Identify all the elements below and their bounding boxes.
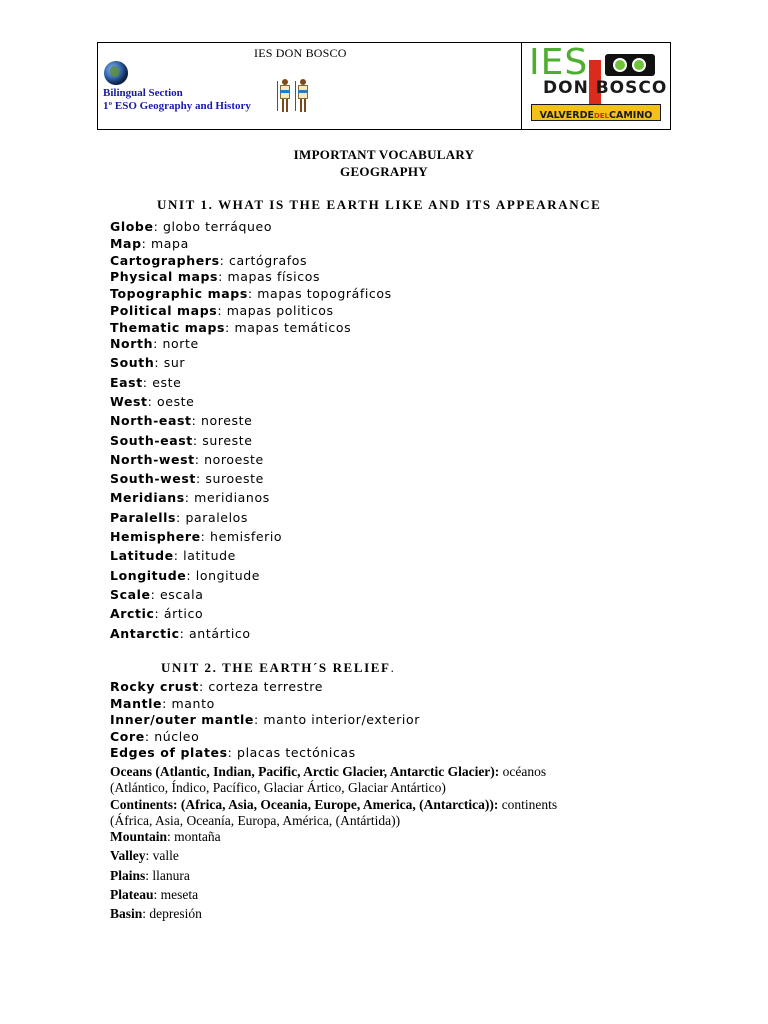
vocab-translation: oeste: [157, 393, 195, 409]
vocab-translation: meseta: [160, 886, 199, 902]
vocab-term: Map: [110, 235, 142, 251]
oceans-translation: océanos: [499, 764, 547, 779]
vocab-separator: :: [198, 679, 209, 694]
vocab-translation: núcleo: [154, 728, 200, 744]
vocab-separator: :: [225, 319, 235, 335]
vocab-entry: [110, 829, 221, 845]
vocab-entry: [110, 587, 203, 603]
vocab-term: Hemisphere: [110, 529, 201, 544]
vocab-separator: :: [227, 745, 238, 760]
logo-dots-icon: [605, 54, 655, 76]
oceans-term: Oceans (Atlantic, Indian, Pacific, Arctic Glacier, Antarctic Glacier):: [110, 764, 500, 779]
unit-2-heading-text: UNIT 2. THE EARTH´S RELIEF: [161, 660, 391, 675]
vocab-translation: depresión: [149, 906, 202, 922]
logo-town-band: [531, 104, 661, 121]
vocab-entry: [110, 375, 181, 391]
vocab-entry: [110, 696, 215, 712]
vocab-separator: :: [247, 286, 258, 302]
vocab-term: Topographic maps: [110, 286, 248, 302]
vocab-entry: [110, 413, 252, 429]
vocab-separator: :: [191, 413, 201, 429]
vocab-entry: [110, 253, 307, 269]
vocab-term: Arctic: [110, 606, 155, 622]
vocab-entry: [110, 745, 356, 761]
vocab-entry: [110, 219, 272, 235]
logo-don-bosco-text: DON BOSCO: [543, 78, 668, 98]
vocab-term: North-east: [110, 413, 192, 429]
unit-1-heading: UNIT 1. WHAT IS THE EARTH LIKE AND ITS APPEARANCE: [157, 197, 602, 212]
vocab-entry: [110, 286, 392, 302]
vocab-separator: :: [144, 728, 155, 744]
vocab-entry: [110, 490, 270, 506]
vocab-entry: [110, 471, 264, 487]
egyptian-figures-icon: [276, 79, 312, 113]
vocab-term: Valley: [110, 848, 146, 864]
vocab-translation: latitude: [183, 548, 236, 564]
vocab-translation: valle: [152, 848, 179, 864]
globe-icon: [104, 61, 128, 85]
vocab-term: Meridians: [110, 490, 185, 506]
vocab-entry: [110, 887, 198, 903]
header-box: [97, 42, 671, 130]
vocab-term: West: [110, 393, 148, 409]
vocab-entry: [110, 336, 199, 352]
section-line-2: 1º ESO Geography and History: [103, 100, 251, 112]
vocab-separator: :: [153, 886, 161, 902]
vocab-separator: :: [154, 355, 164, 371]
vocab-separator: :: [254, 712, 264, 727]
continents-term: Continents: (Africa, Asia, Oceania, Europe, America, (Antarctica)):: [110, 797, 499, 812]
vocab-separator: :: [142, 906, 150, 922]
section-line-1: Bilingual Section: [103, 87, 183, 99]
vocab-term: Plateau: [110, 886, 154, 902]
vocab-term: South-west: [110, 471, 196, 487]
unit-2-heading: [161, 660, 395, 676]
vocab-term: Antarctic: [110, 625, 180, 641]
vocab-separator: :: [176, 509, 186, 525]
vocab-separator: :: [153, 219, 163, 234]
logo-town-part2: CAMINO: [609, 110, 653, 121]
vocab-translation: ártico: [163, 606, 204, 622]
vocab-separator: :: [173, 548, 184, 564]
vocab-separator: :: [153, 336, 163, 351]
vocab-separator: :: [179, 625, 190, 641]
header-divider: [521, 43, 522, 129]
vocab-term: Mantle: [110, 695, 163, 711]
vocab-separator: :: [142, 374, 153, 390]
vocab-term: Mountain: [110, 829, 168, 844]
vocab-entry: [110, 906, 202, 922]
vocab-term: Edges of plates: [110, 745, 228, 760]
vocab-separator: :: [219, 252, 230, 268]
vocab-entry: [110, 510, 248, 526]
vocab-entry: [110, 712, 420, 728]
vocab-entry: [110, 548, 236, 564]
vocab-entry: [110, 355, 185, 371]
school-name: IES DON BOSCO: [254, 46, 347, 60]
vocab-term: North: [110, 336, 154, 351]
vocab-separator: :: [184, 490, 195, 506]
vocab-separator: :: [154, 606, 164, 622]
vocab-term: Latitude: [110, 548, 174, 564]
logo-ies-text: IES: [529, 42, 589, 83]
vocab-term: South: [110, 355, 155, 371]
vocab-translation: norte: [162, 336, 199, 351]
vocab-separator: :: [218, 269, 228, 285]
page-title: IMPORTANT VOCABULARY: [293, 147, 475, 162]
vocab-translation: montaña: [174, 829, 221, 844]
logo-town-part1: VALVERDE: [539, 110, 594, 121]
vocab-entry: [110, 320, 351, 336]
vocab-term: Rocky crust: [110, 679, 199, 694]
vocab-separator: :: [200, 529, 211, 544]
section-label: [103, 87, 251, 113]
vocab-translation: longitude: [195, 567, 261, 583]
vocab-term: Longitude: [110, 567, 187, 583]
vocab-term: Thematic maps: [110, 319, 226, 335]
vocab-term: South-east: [110, 432, 193, 448]
vocab-entry: [110, 303, 334, 319]
vocab-term: Inner/outer mantle: [110, 712, 255, 727]
vocab-separator: :: [194, 451, 205, 467]
vocab-entry: [110, 433, 253, 449]
vocab-term: Globe: [110, 219, 154, 234]
vocab-entry: [110, 729, 199, 745]
continents-continuation: (África, Asia, Oceanía, Europa, América, (Antártida)): [110, 813, 401, 828]
vocab-entry: [110, 679, 323, 695]
vocab-translation: mapas politicos: [226, 303, 334, 318]
vocab-separator: :: [147, 393, 158, 409]
vocab-translation: manto: [171, 695, 215, 711]
vocab-entry: [110, 626, 251, 642]
page-subtitle: GEOGRAPHY: [340, 164, 428, 179]
vocab-translation: mapas físicos: [227, 269, 321, 285]
vocab-translation: corteza terrestre: [208, 679, 324, 694]
oceans-continuation: (Atlántico, Índico, Pacífico, Glaciar Ártico, Glaciar Antártico): [110, 780, 446, 795]
vocab-entry: [110, 848, 179, 864]
vocab-term: Plains: [110, 867, 146, 883]
unit-2-heading-period: .: [390, 660, 396, 675]
vocab-translation: noroeste: [204, 451, 264, 467]
vocab-translation: cartógrafos: [229, 252, 308, 268]
school-logo: [529, 42, 668, 124]
vocab-term: Physical maps: [110, 269, 219, 285]
vocab-separator: :: [196, 471, 206, 487]
vocab-separator: :: [167, 829, 175, 844]
vocab-separator: :: [145, 867, 153, 883]
vocab-translation: paralelos: [185, 509, 249, 525]
vocab-translation: meridianos: [194, 490, 270, 506]
vocab-separator: :: [145, 848, 153, 864]
vocab-term: Political maps: [110, 303, 218, 318]
vocab-term: Scale: [110, 586, 151, 602]
vocab-term: Cartographers: [110, 252, 220, 268]
vocab-translation: antártico: [189, 625, 251, 641]
vocab-separator: :: [186, 567, 196, 583]
oceans-entry: [110, 764, 546, 780]
vocab-entry: [110, 529, 282, 545]
vocab-separator: :: [150, 586, 161, 602]
vocab-translation: mapa: [151, 235, 189, 251]
vocab-separator: :: [217, 303, 227, 318]
logo-town-del: DEL: [593, 112, 610, 120]
vocab-entry: [110, 568, 260, 584]
vocab-translation: noreste: [201, 413, 253, 429]
vocab-translation: este: [152, 374, 182, 390]
continents-entry: [110, 797, 557, 813]
vocab-entry: [110, 868, 190, 884]
vocab-separator: :: [141, 235, 152, 251]
vocab-translation: placas tectónicas: [237, 745, 356, 760]
vocab-translation: suroeste: [205, 471, 264, 487]
vocab-term: East: [110, 374, 143, 390]
vocab-translation: llanura: [152, 867, 190, 883]
vocab-entry: [110, 269, 320, 285]
vocab-translation: escala: [160, 586, 204, 602]
vocab-term: Core: [110, 728, 145, 744]
vocab-translation: manto interior/exterior: [263, 712, 420, 727]
vocab-translation: mapas temáticos: [234, 319, 352, 335]
vocab-separator: :: [192, 432, 203, 448]
vocab-separator: :: [162, 695, 172, 711]
vocab-entry: [110, 236, 189, 252]
vocab-entry: [110, 606, 203, 622]
vocab-translation: globo terráqueo: [162, 219, 273, 234]
vocab-translation: sur: [163, 355, 186, 371]
vocab-entry: [110, 394, 194, 410]
vocab-translation: hemisferio: [210, 529, 283, 544]
vocab-term: Paralells: [110, 509, 177, 525]
continents-translation: continents: [498, 797, 558, 812]
vocab-translation: sureste: [202, 432, 253, 448]
vocab-entry: [110, 452, 264, 468]
vocab-translation: mapas topográficos: [257, 286, 392, 302]
vocab-term: North-west: [110, 451, 195, 467]
vocab-term: Basin: [110, 906, 143, 922]
